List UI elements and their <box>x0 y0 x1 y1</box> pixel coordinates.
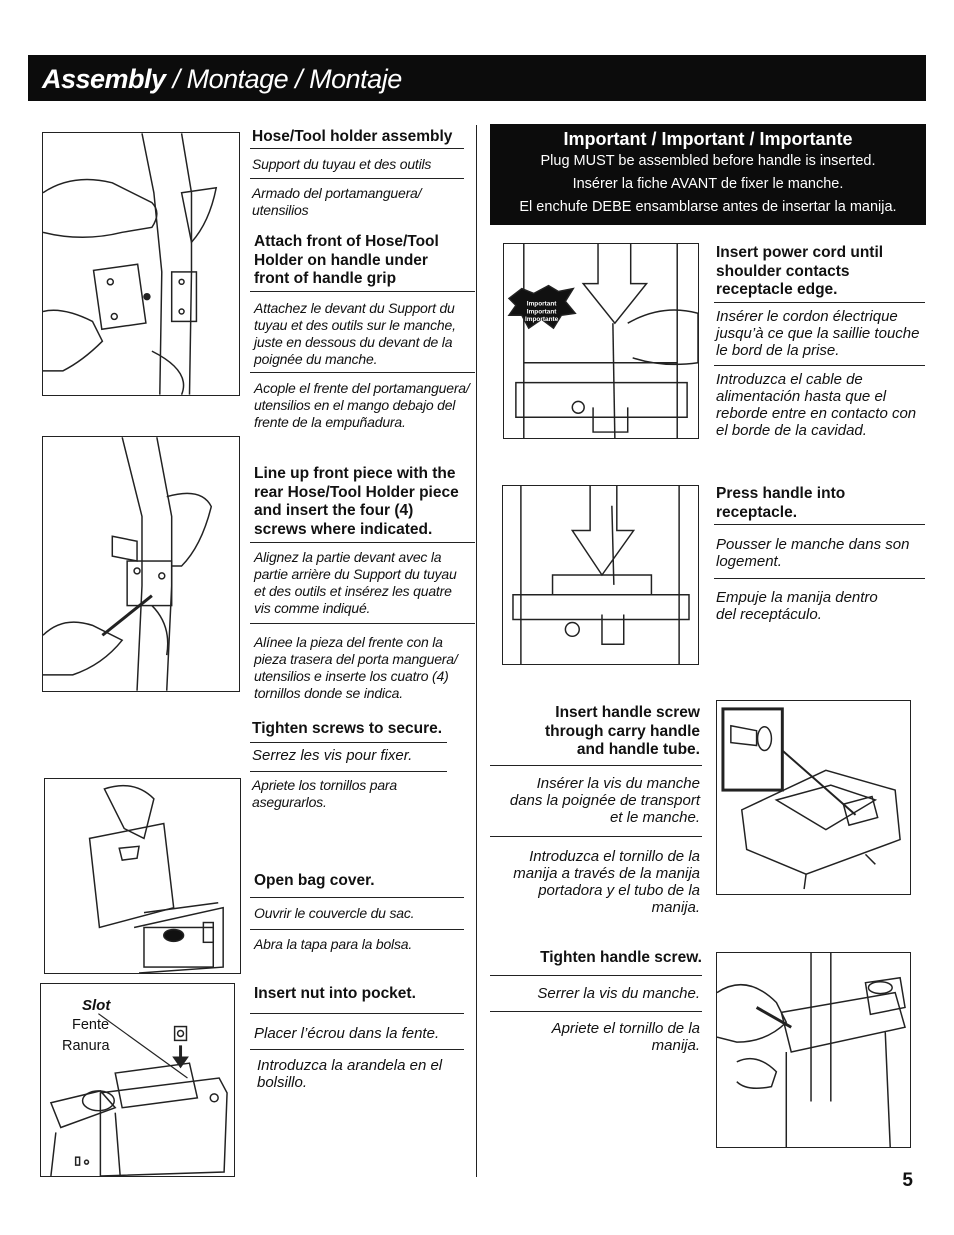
figure-press-handle <box>502 485 699 665</box>
divider <box>250 291 475 292</box>
r2-es: Empuje la manija dentro del receptáculo. <box>716 589 878 623</box>
s5-es: Abra la tapa para la bolsa. <box>254 936 413 952</box>
s3-es: Alínee la pieza del frente con la pieza trasera del porta manguera/ utensilios e inserte los cuatro (4) tornillos donde se indica. <box>254 634 458 701</box>
s1-heading: Hose/Tool holder assembly <box>252 128 453 145</box>
divider <box>714 524 925 525</box>
divider <box>250 542 475 543</box>
s6-heading: Insert nut into pocket. <box>254 985 416 1002</box>
s2-es: Acople el frente del portamanguera/ utensilios en el mango debajo del frente de la empuñadura. <box>254 380 470 430</box>
important-title: Important / Important / Importante <box>563 129 853 149</box>
r2-heading: Press handle into receptacle. <box>716 485 846 521</box>
s3-heading: Line up front piece with the rear Hose/Tool Holder piece and insert the four (4) screws where indicated. <box>254 465 459 538</box>
page-header-banner <box>28 55 926 101</box>
s2-heading: Attach front of Hose/Tool Holder on handle under front of handle grip <box>254 233 439 287</box>
r4-es: Apriete el tornillo de la manija. <box>551 1020 700 1054</box>
r1-heading: Insert power cord until shoulder contacts receptacle edge. <box>716 244 884 298</box>
divider <box>250 178 464 179</box>
page-title: Assembly / Montage / Montaje <box>42 64 402 94</box>
divider <box>250 1013 464 1014</box>
svg-text:Important: Important <box>526 300 557 308</box>
figure-screws-insert <box>42 436 240 692</box>
r3-heading: Insert handle screw through carry handle and handle tube. <box>544 704 700 758</box>
figure-tighten-handle-screw <box>716 952 911 1148</box>
r1-es: Introduzca el cable de alimentación hasta que el reborde entre en contacto con el borde de la cavidad. <box>716 371 917 439</box>
r4-heading: Tighten handle screw. <box>540 949 702 966</box>
s3-fr: Alignez la partie devant avec la partie arrière du Support du tuyau et des outils et insérez les quatre vis comme indiqué. <box>254 549 457 616</box>
s5-fr: Ouvrir le couvercle du sac. <box>254 905 415 921</box>
divider <box>250 623 475 624</box>
s2-fr: Attachez le devant du Support du tuyau et des outils sur le manche, juste en dessous du devant de la poignée du manche. <box>254 300 456 367</box>
divider <box>714 578 925 579</box>
divider <box>250 1049 464 1050</box>
s1-es: Armado del portamanguera/ utensilios <box>252 185 422 218</box>
figure-power-cord <box>503 243 699 439</box>
divider <box>250 148 464 149</box>
s4-heading: Tighten screws to secure. <box>252 720 443 737</box>
important-line-es: El enchufe DEBE ensamblarse antes de insertar la manija. <box>519 199 897 215</box>
divider <box>490 975 702 976</box>
s1-fr: Support du tuyau et des outils <box>252 156 432 172</box>
s6-fr: Placer l’écrou dans la fente. <box>254 1025 440 1042</box>
s5-heading: Open bag cover. <box>254 872 375 889</box>
important-notice <box>490 124 926 225</box>
r1-fr: Insérer le cordon électrique jusqu’à ce que la saillie touche le bord de la prise. <box>716 308 920 359</box>
figure-insert-nut <box>40 983 235 1177</box>
r3-fr: Insérer la vis du manche dans la poignée de transport et le manche. <box>509 775 700 826</box>
divider <box>250 372 475 373</box>
divider <box>250 897 464 898</box>
divider <box>490 836 702 837</box>
divider <box>250 742 447 743</box>
divider <box>250 771 447 772</box>
divider <box>250 929 464 930</box>
divider <box>490 765 702 766</box>
column-divider <box>476 125 477 1177</box>
divider <box>714 302 925 303</box>
important-line-en: Plug MUST be assembled before handle is inserted. <box>540 153 876 169</box>
s6-es: Introduzca la arandela en el bolsillo. <box>257 1057 443 1091</box>
figure-handle-screw <box>716 700 911 895</box>
svg-text:Importante: Importante <box>525 316 559 324</box>
r4-fr: Serrer la vis du manche. <box>537 985 700 1002</box>
s4-fr: Serrez les vis pour fixer. <box>252 747 413 764</box>
figure-open-bag-cover <box>44 778 241 974</box>
figure-hose-holder-attach <box>42 132 240 396</box>
divider <box>490 1011 702 1012</box>
s4-es: Apriete los tornillos para asegurarlos. <box>252 777 397 810</box>
label-slot-en: Slot <box>82 997 111 1014</box>
r3-es: Introduzca el tornillo de la manija a través de la manija portadora y el tubo de la manija. <box>513 848 700 916</box>
r2-fr: Pousser le manche dans son logement. <box>716 536 910 570</box>
divider <box>714 365 925 366</box>
page-number: 5 <box>902 1170 913 1191</box>
label-slot-es: Ranura <box>62 1038 110 1054</box>
svg-text:Important: Important <box>526 308 557 316</box>
important-line-fr: Insérer la fiche AVANT de fixer le manche. <box>572 176 844 192</box>
label-slot-fr: Fente <box>72 1017 110 1033</box>
